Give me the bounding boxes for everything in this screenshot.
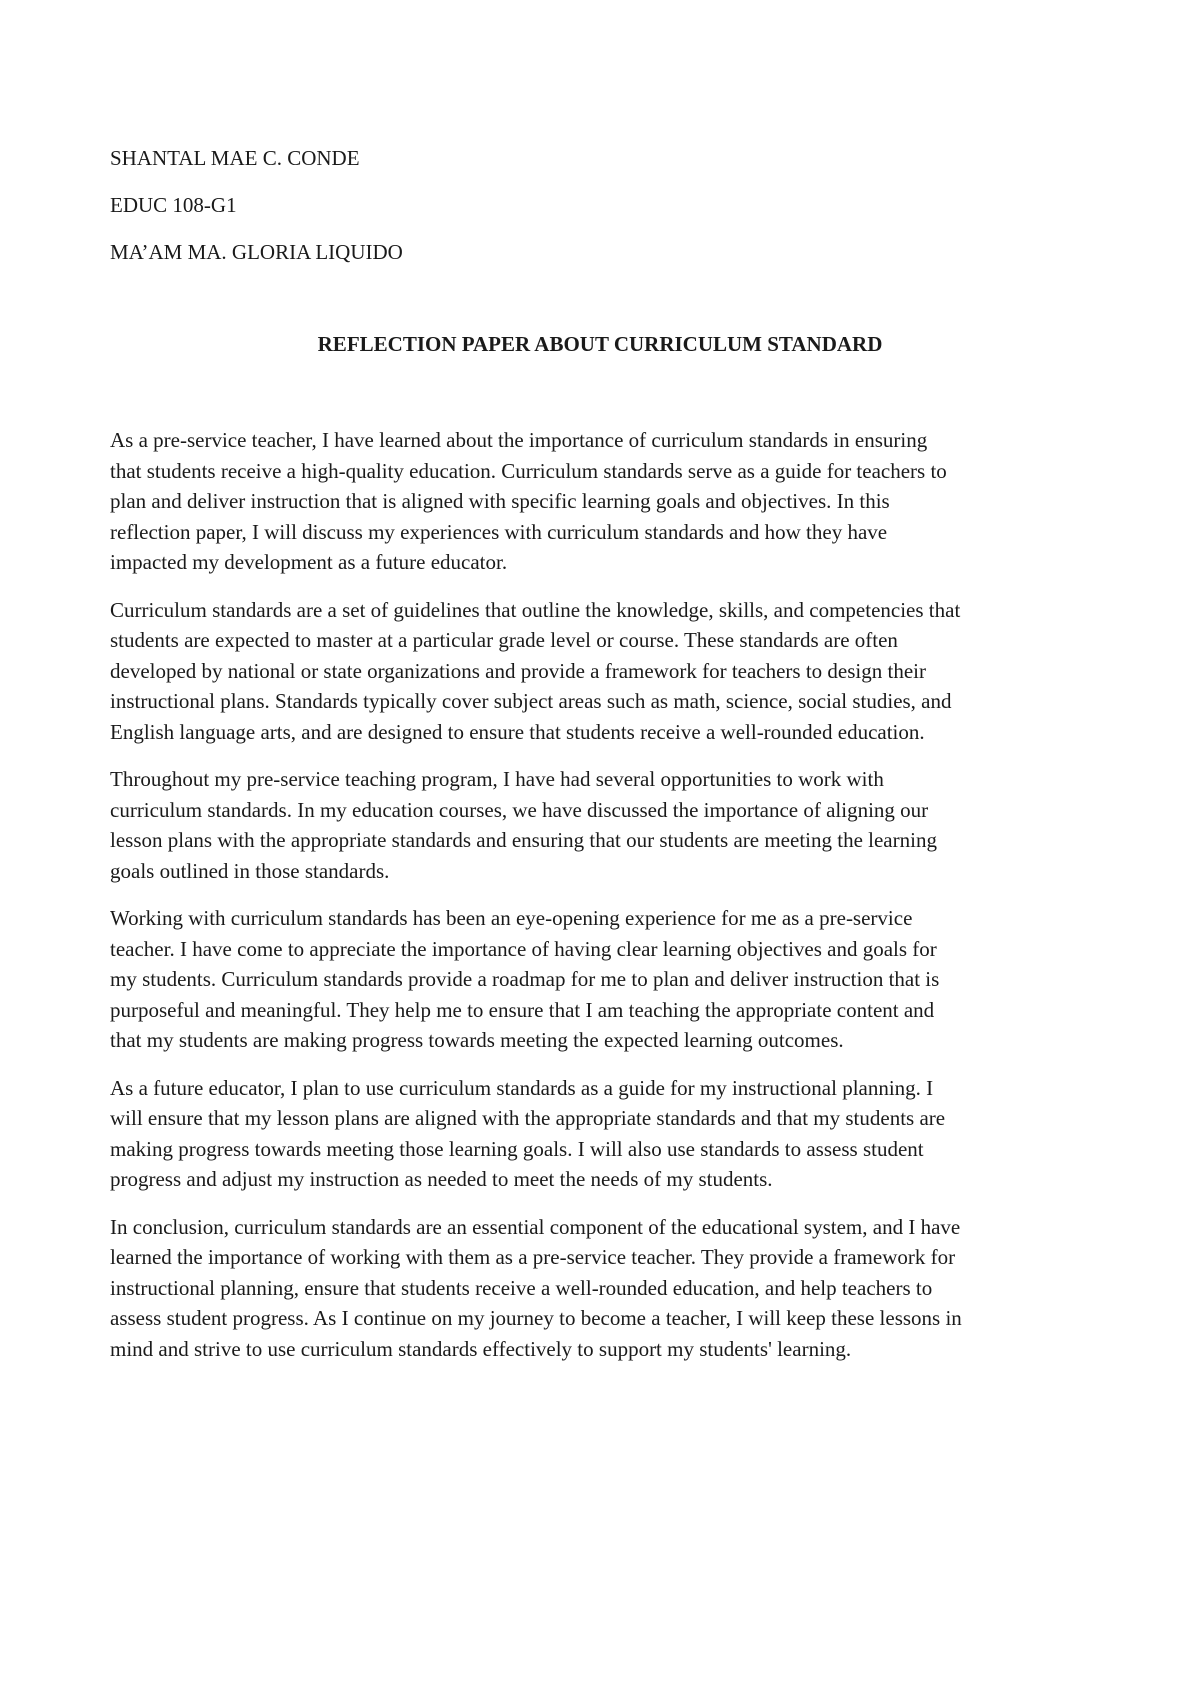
paragraph-line: that students receive a high-quality education. Curriculum standards serve as a guide for teachers to (110, 458, 947, 483)
paper-title: REFLECTION PAPER ABOUT CURRICULUM STANDARD (317, 332, 883, 356)
course-code: EDUC 108-G1 (110, 193, 237, 217)
paragraph-5 (110, 1073, 1100, 1195)
paragraph-line: curriculum standards. In my education courses, we have discussed the importance of aligning our (110, 797, 929, 822)
paragraph-line: Curriculum standards are a set of guidelines that outline the knowledge, skills, and competencies that (110, 597, 961, 622)
paragraph-line: In conclusion, curriculum standards are an essential component of the educational system, and I have (110, 1214, 961, 1239)
paragraph-line: instructional plans. Standards typically cover subject areas such as math, science, social studies, and (110, 689, 952, 713)
paragraph-line: Working with curriculum standards has been an eye-opening experience for me as a pre-service (110, 906, 913, 930)
paragraph-line: will ensure that my lesson plans are aligned with the appropriate standards and that my students are (110, 1106, 946, 1130)
paragraph-line: that my students are making progress towards meeting the expected learning outcomes. (110, 1028, 844, 1052)
paragraph-line: teacher. I have come to appreciate the importance of having clear learning objectives and goals for (110, 936, 937, 961)
body-text (110, 425, 1100, 1381)
paragraph-line: my students. Curriculum standards provide a roadmap for me to plan and deliver instruction that is (110, 967, 940, 991)
paragraph-line: making progress towards meeting those learning goals. I will also use standards to assess student (110, 1136, 924, 1161)
header-block (110, 146, 810, 287)
paragraph-line: goals outlined in those standards. (110, 858, 390, 883)
paragraph-line: Throughout my pre-service teaching program, I have had several opportunities to work with (110, 767, 884, 791)
student-name: SHANTAL MAE C. CONDE (110, 146, 360, 170)
paragraph-line: As a future educator, I plan to use curriculum standards as a guide for my instructional planning. I (110, 1075, 934, 1100)
paragraph-line: instructional planning, ensure that students receive a well-rounded education, and help teachers to (110, 1275, 933, 1300)
paragraph-line: impacted my development as a future educator. (110, 550, 508, 574)
paragraph-6 (110, 1212, 1100, 1365)
paragraph-line: As a pre-service teacher, I have learned about the importance of curriculum standards in ensuring (110, 428, 928, 452)
paragraph-line: assess student progress. As I continue on my journey to become a teacher, I will keep these lessons in (110, 1306, 962, 1330)
paragraph-1 (110, 425, 1100, 578)
paragraph-line: progress and adjust my instruction as needed to meet the needs of my students. (110, 1167, 773, 1191)
paragraph-line: lesson plans with the appropriate standards and ensuring that our students are meeting the learning (110, 828, 937, 852)
paragraph-line: plan and deliver instruction that is aligned with specific learning goals and objectives. In this (110, 489, 890, 513)
paragraph-line: mind and strive to use curriculum standards effectively to support my students' learning. (110, 1336, 852, 1361)
paragraph-line: reflection paper, I will discuss my experiences with curriculum standards and how they have (110, 519, 888, 544)
paragraph-4 (110, 903, 1100, 1056)
paragraph-3 (110, 764, 1100, 886)
paragraph-line: learned the importance of working with them as a pre-service teacher. They provide a framework for (110, 1245, 956, 1269)
paragraph-line: purposeful and meaningful. They help me to ensure that I am teaching the appropriate content and (110, 997, 935, 1022)
paragraph-2 (110, 595, 1100, 748)
paragraph-line: English language arts, and are designed to ensure that students receive a well-rounded education. (110, 719, 925, 744)
paragraph-line: developed by national or state organizations and provide a framework for teachers to design their (110, 658, 926, 683)
paragraph-line: students are expected to master at a particular grade level or course. These standards are often (110, 628, 898, 652)
instructor-name: MA’AM MA. GLORIA LIQUIDO (110, 240, 403, 264)
